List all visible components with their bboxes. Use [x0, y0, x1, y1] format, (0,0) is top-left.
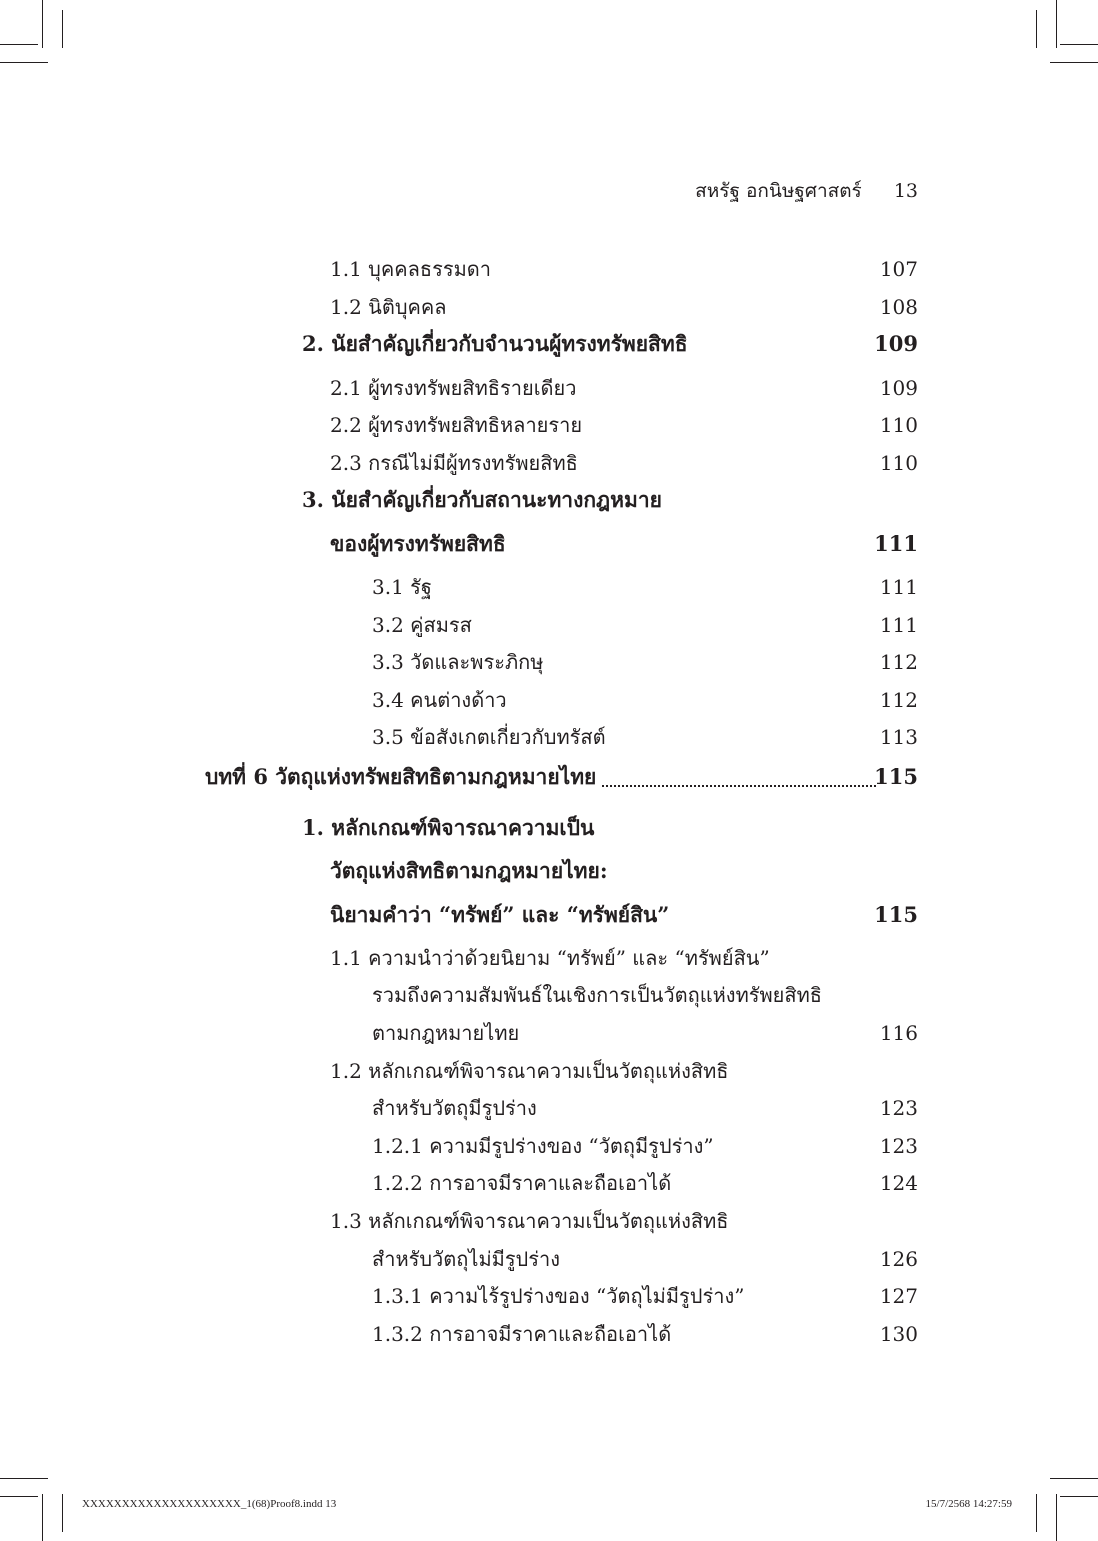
toc-entry-page: 107 [879, 257, 918, 281]
toc-entry-page: 116 [879, 1021, 918, 1045]
toc-entry-title: 3. นัยสำคัญเกี่ยวกับสถานะทางกฎหมาย [302, 487, 662, 512]
toc-entry-title: 3.5 ข้อสังเกตเกี่ยวกับทรัสต์ [372, 725, 606, 749]
toc-entry-title: วัตถุแห่งสิทธิตามกฎหมายไทย: [330, 858, 608, 883]
toc-entry [0, 570, 1098, 604]
crop-mark [1060, 1496, 1098, 1497]
toc-entry [0, 1054, 1098, 1088]
toc-entry-title: สำหรับวัตถุไม่มีรูปร่าง [372, 1247, 560, 1271]
toc-entry-title: 1. หลักเกณฑ์พิจารณาความเป็น [302, 815, 595, 840]
crop-mark [0, 1478, 48, 1479]
toc-entry-page: 109 [874, 331, 918, 356]
toc-section-heading [0, 854, 1098, 888]
toc-entry [0, 720, 1098, 754]
toc-section-heading [0, 811, 1098, 845]
toc-entry [0, 252, 1098, 286]
toc-entry-title: บทที่ 6 วัตถุแห่งทรัพยสิทธิตามกฎหมายไทย [205, 760, 598, 794]
toc-section-heading [0, 898, 1098, 932]
toc-entry-title: 2.2 ผู้ทรงทรัพยสิทธิหลายราย [330, 413, 583, 437]
crop-mark [1050, 1478, 1098, 1479]
slug-timestamp: 15/7/2568 14:27:59 [925, 1498, 1012, 1510]
crop-mark [0, 1496, 38, 1497]
crop-mark [1036, 1494, 1037, 1532]
toc-entry-title: รวมถึงความสัมพันธ์ในเชิงการเป็นวัตถุแห่งทรัพยสิทธิ [372, 983, 822, 1007]
toc-entry [0, 1204, 1098, 1238]
toc-entry-title: สำหรับวัตถุมีรูปร่าง [372, 1096, 537, 1120]
toc-section-heading [0, 483, 1098, 517]
toc-entry-title: 1.3.2 การอาจมีราคาและถือเอาได้ [372, 1322, 672, 1346]
toc-entry [0, 645, 1098, 679]
toc-entry-title: 1.2.1 ความมีรูปร่างของ “วัตถุมีรูปร่าง” [372, 1134, 714, 1158]
toc-entry-title: นิยามคำว่า “ทรัพย์” และ “ทรัพย์สิน” [330, 902, 670, 927]
toc-entry-page: 112 [879, 650, 918, 674]
toc-entry-title: 1.1 ความนำว่าด้วยนิยาม “ทรัพย์” และ “ทรัพย์สิน” [330, 946, 770, 970]
toc-entry-title: 3.2 คู่สมรส [372, 613, 472, 637]
running-head-author: สหรัฐ อกนิษฐศาสตร์ [695, 180, 862, 202]
toc-entry [0, 1279, 1098, 1313]
toc-entry-page: 111 [879, 575, 918, 599]
toc-entry-page: 110 [879, 413, 918, 437]
toc-section-heading [0, 327, 1098, 361]
toc-entry [0, 1129, 1098, 1163]
toc-entry-title: 3.4 คนต่างด้าว [372, 688, 507, 712]
toc-entry-title: 1.2 หลักเกณฑ์พิจารณาความเป็นวัตถุแห่งสิทธิ [330, 1059, 729, 1083]
toc-entry-title: 1.3.1 ความไร้รูปร่างของ “วัตถุไม่มีรูปร่าง” [372, 1284, 745, 1308]
toc-entry [0, 290, 1098, 324]
toc-entry-page: 108 [879, 295, 918, 319]
toc-entry-page: 111 [874, 531, 918, 556]
toc-entry-page: 110 [879, 451, 918, 475]
toc-entry-title: 2.3 กรณีไม่มีผู้ทรงทรัพยสิทธิ [330, 451, 578, 475]
toc-entry [0, 1317, 1098, 1351]
toc-entry-title: 2.1 ผู้ทรงทรัพยสิทธิรายเดียว [330, 376, 577, 400]
toc-entry [0, 408, 1098, 442]
toc-entry-title: 2. นัยสำคัญเกี่ยวกับจำนวนผู้ทรงทรัพยสิทธิ [302, 331, 688, 356]
toc-entry-page: 115 [874, 764, 918, 789]
toc-entry-page: 123 [879, 1134, 918, 1158]
toc-entry-page: 124 [879, 1171, 918, 1195]
toc-entry-page: 112 [879, 688, 918, 712]
toc-entry-title: 3.1 รัฐ [372, 575, 432, 599]
dot-leader [602, 785, 876, 787]
crop-mark [62, 1494, 63, 1532]
toc-entry [0, 683, 1098, 717]
running-head-page-number: 13 [893, 180, 918, 202]
toc-entry-page: 113 [879, 725, 918, 749]
toc-entry-title: 1.2.2 การอาจมีราคาและถือเอาได้ [372, 1171, 672, 1195]
toc-entry-title: 1.2 นิติบุคคล [330, 295, 447, 319]
toc-entry-title: ตามกฎหมายไทย [372, 1021, 520, 1045]
toc-entry [0, 1242, 1098, 1276]
toc-entry [0, 1091, 1098, 1125]
toc-entry [0, 371, 1098, 405]
crop-mark [1056, 1494, 1057, 1541]
slug-filename: XXXXXXXXXXXXXXXXXXXX_1(68)Proof8.indd 13 [82, 1498, 337, 1510]
toc-entry-title: 3.3 วัดและพระภิกษุ [372, 650, 544, 674]
toc-entry [0, 608, 1098, 642]
toc-entry-page: 115 [874, 902, 918, 927]
toc-entry [0, 941, 1098, 975]
crop-mark [42, 1494, 43, 1541]
toc-entry-title: 1.3 หลักเกณฑ์พิจารณาความเป็นวัตถุแห่งสิทธิ [330, 1209, 729, 1233]
toc-entry-page: 130 [879, 1322, 918, 1346]
toc-entry [0, 1016, 1098, 1050]
toc-entry-page: 111 [879, 613, 918, 637]
toc-entry-page: 127 [879, 1284, 918, 1308]
toc-entry-page: 123 [879, 1096, 918, 1120]
toc-chapter-heading [0, 760, 1098, 794]
toc-entry-title: ของผู้ทรงทรัพยสิทธิ [330, 531, 506, 556]
toc-entry-page: 126 [879, 1247, 918, 1271]
toc-section-heading [0, 527, 1098, 561]
toc-entry [0, 1166, 1098, 1200]
toc-entry [0, 446, 1098, 480]
toc-entry-title: 1.1 บุคคลธรรมดา [330, 257, 491, 281]
toc-entry-page: 109 [879, 376, 918, 400]
toc-entry [0, 978, 1098, 1012]
